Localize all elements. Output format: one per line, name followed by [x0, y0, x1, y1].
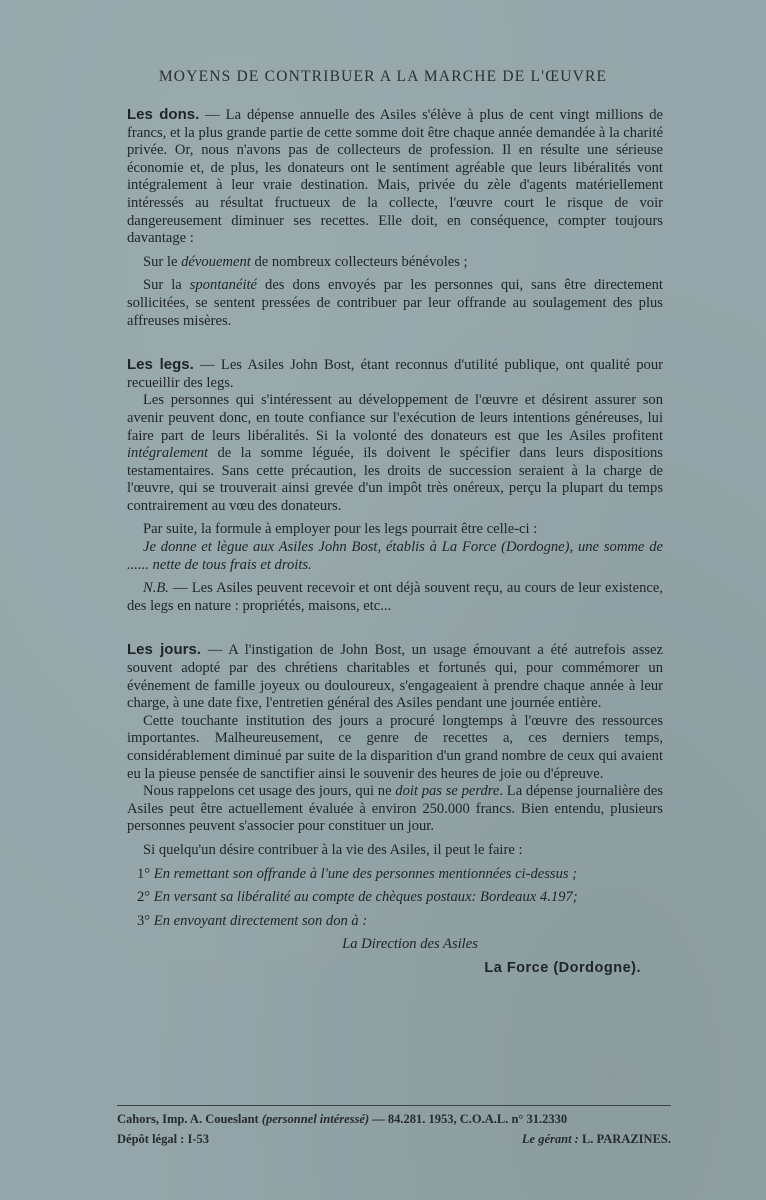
jours-paragraph-4: Si quelqu'un désire contribuer à la vie des Asiles, il peut le faire : [143, 841, 523, 858]
signature-direction: La Direction des Asiles [342, 936, 478, 953]
section-title-legs: Les legs. [127, 356, 194, 374]
jours-paragraph-2: Cette touchante institution des jours a procuré longtemps à l'œuvre des ressources importantes. Malheureusement, ce genre de recettes a, ces derniers temps, considérablement diminué par suite de la disparition d'un grand nombre de ceux qui avaient eu la pieuse pensée de sanctifier ainsi le souvenir des heures de joie ou d'épreuve. [127, 712, 663, 782]
legs-paragraph-1: Les legs. — Les Asiles John Bost, étant reconnus d'utilité publique, ont qualité pour recueillir des legs. [127, 356, 663, 391]
dons-paragraph-1: Les dons. — La dépense annuelle des Asiles s'élève à plus de cent vingt millions de francs, et la plus grande partie de cette somme doit être chaque année demandée à la charité privée. Or, nous n'avons pas de collecteurs de profession. Il en résulte une sérieuse économie et, de plus, les donateurs ont le sentiment agréable que leurs libéralités vont intégralement à leur vraie destination. Mais, privée du zèle d'agents matériellement intéressés au résultat fructueux de la collecte, l'œuvre court le risque de voir dangereusement diminuer ses recettes. Elle doit, en conséquence, compter toujours davantage : [127, 106, 663, 247]
footer-divider [117, 1105, 671, 1106]
legs-nb: N.B. — Les Asiles peuvent recevoir et ont déjà souvent reçu, au cours de leur existence, des legs en nature : propriétés, maisons, etc... [127, 580, 663, 614]
depot-legal: Dépôt légal : I-53 [117, 1132, 209, 1146]
section-title-dons: Les dons. [127, 106, 200, 123]
gerant: Le gérant : L. PARAZINES. [521, 1132, 671, 1146]
signature-address: La Force (Dordogne). [484, 959, 641, 976]
list-item: 1° En remettant son offrande à l'une des personnes mentionnées ci-dessus ; [137, 865, 578, 882]
legs-formula: Je donne et lègue aux Asiles John Bost, établis à La Force (Dordogne), une somme de ...... nette de tous frais et droits. [127, 539, 663, 573]
footer [117, 1109, 671, 1149]
legs-paragraph-2: Les personnes qui s'intéressent au développement de l'œuvre et désirent assurer son avenir peuvent donc, en toute confiance sur l'exécution de leurs intentions généreuses, lui faire part de leurs libéralités. Si la volonté des donateurs est que les Asiles profitent intégralement de la somme léguée, ils doivent le spécifier dans leurs dispositions testamentaires. Sans cette précaution, les droits de succession seraient à la charge de l'œuvre, qui se trouverait ainsi grevée d'un impôt très onéreux, perçu la plupart du temps contrairement au vœu des donateurs. [127, 392, 663, 514]
section-title-jours: Les jours. [127, 641, 201, 659]
jours-paragraph-3: Nous rappelons cet usage des jours, qui ne doit pas se perdre. La dépense journalière des Asiles peut être actuellement évaluée à environ 250.000 francs. Bien entendu, plusieurs personnes peuvent s'associer pour constituer un jour. [127, 783, 663, 835]
legs-paragraph-3: Par suite, la formule à employer pour les legs pourrait être celle-ci : [143, 521, 538, 538]
jours-paragraph-1: Les jours. — A l'instigation de John Bost, un usage émouvant a été autrefois assez souvent adopté par des chrétiens charitables et fortunés qui, pour commémorer un événement de famille joyeux ou douloureux, s'engageaient à prendre chaque année à leur charge, à une date fixe, l'entretien général des Asiles pendant une journée entière. [127, 641, 664, 712]
list-item: 3° En envoyant directement son don à : [137, 912, 368, 929]
dons-paragraph-3: Sur la spontanéité des dons envoyés par les personnes qui, sans être directement sollicitées, se sentent pressées de contribuer par leur offrande au soulagement des plus affreuses misères. [127, 277, 663, 329]
document-body [127, 106, 663, 978]
dons-paragraph-2: Sur le dévouement de nombreux collecteurs bénévoles ; [143, 253, 468, 270]
footer-legal-line [117, 1129, 671, 1149]
list-item: 2° En versant sa libéralité au compte de chèques postaux: Bordeaux 4.197; [137, 889, 578, 906]
page-title: MOYENS DE CONTRIBUER A LA MARCHE DE L'ŒUVRE [158, 68, 608, 85]
footer-printer-line: Cahors, Imp. A. Coueslant (personnel intéressé) — 84.281. 1953, C.O.A.L. n° 31.2330 [117, 1112, 568, 1126]
